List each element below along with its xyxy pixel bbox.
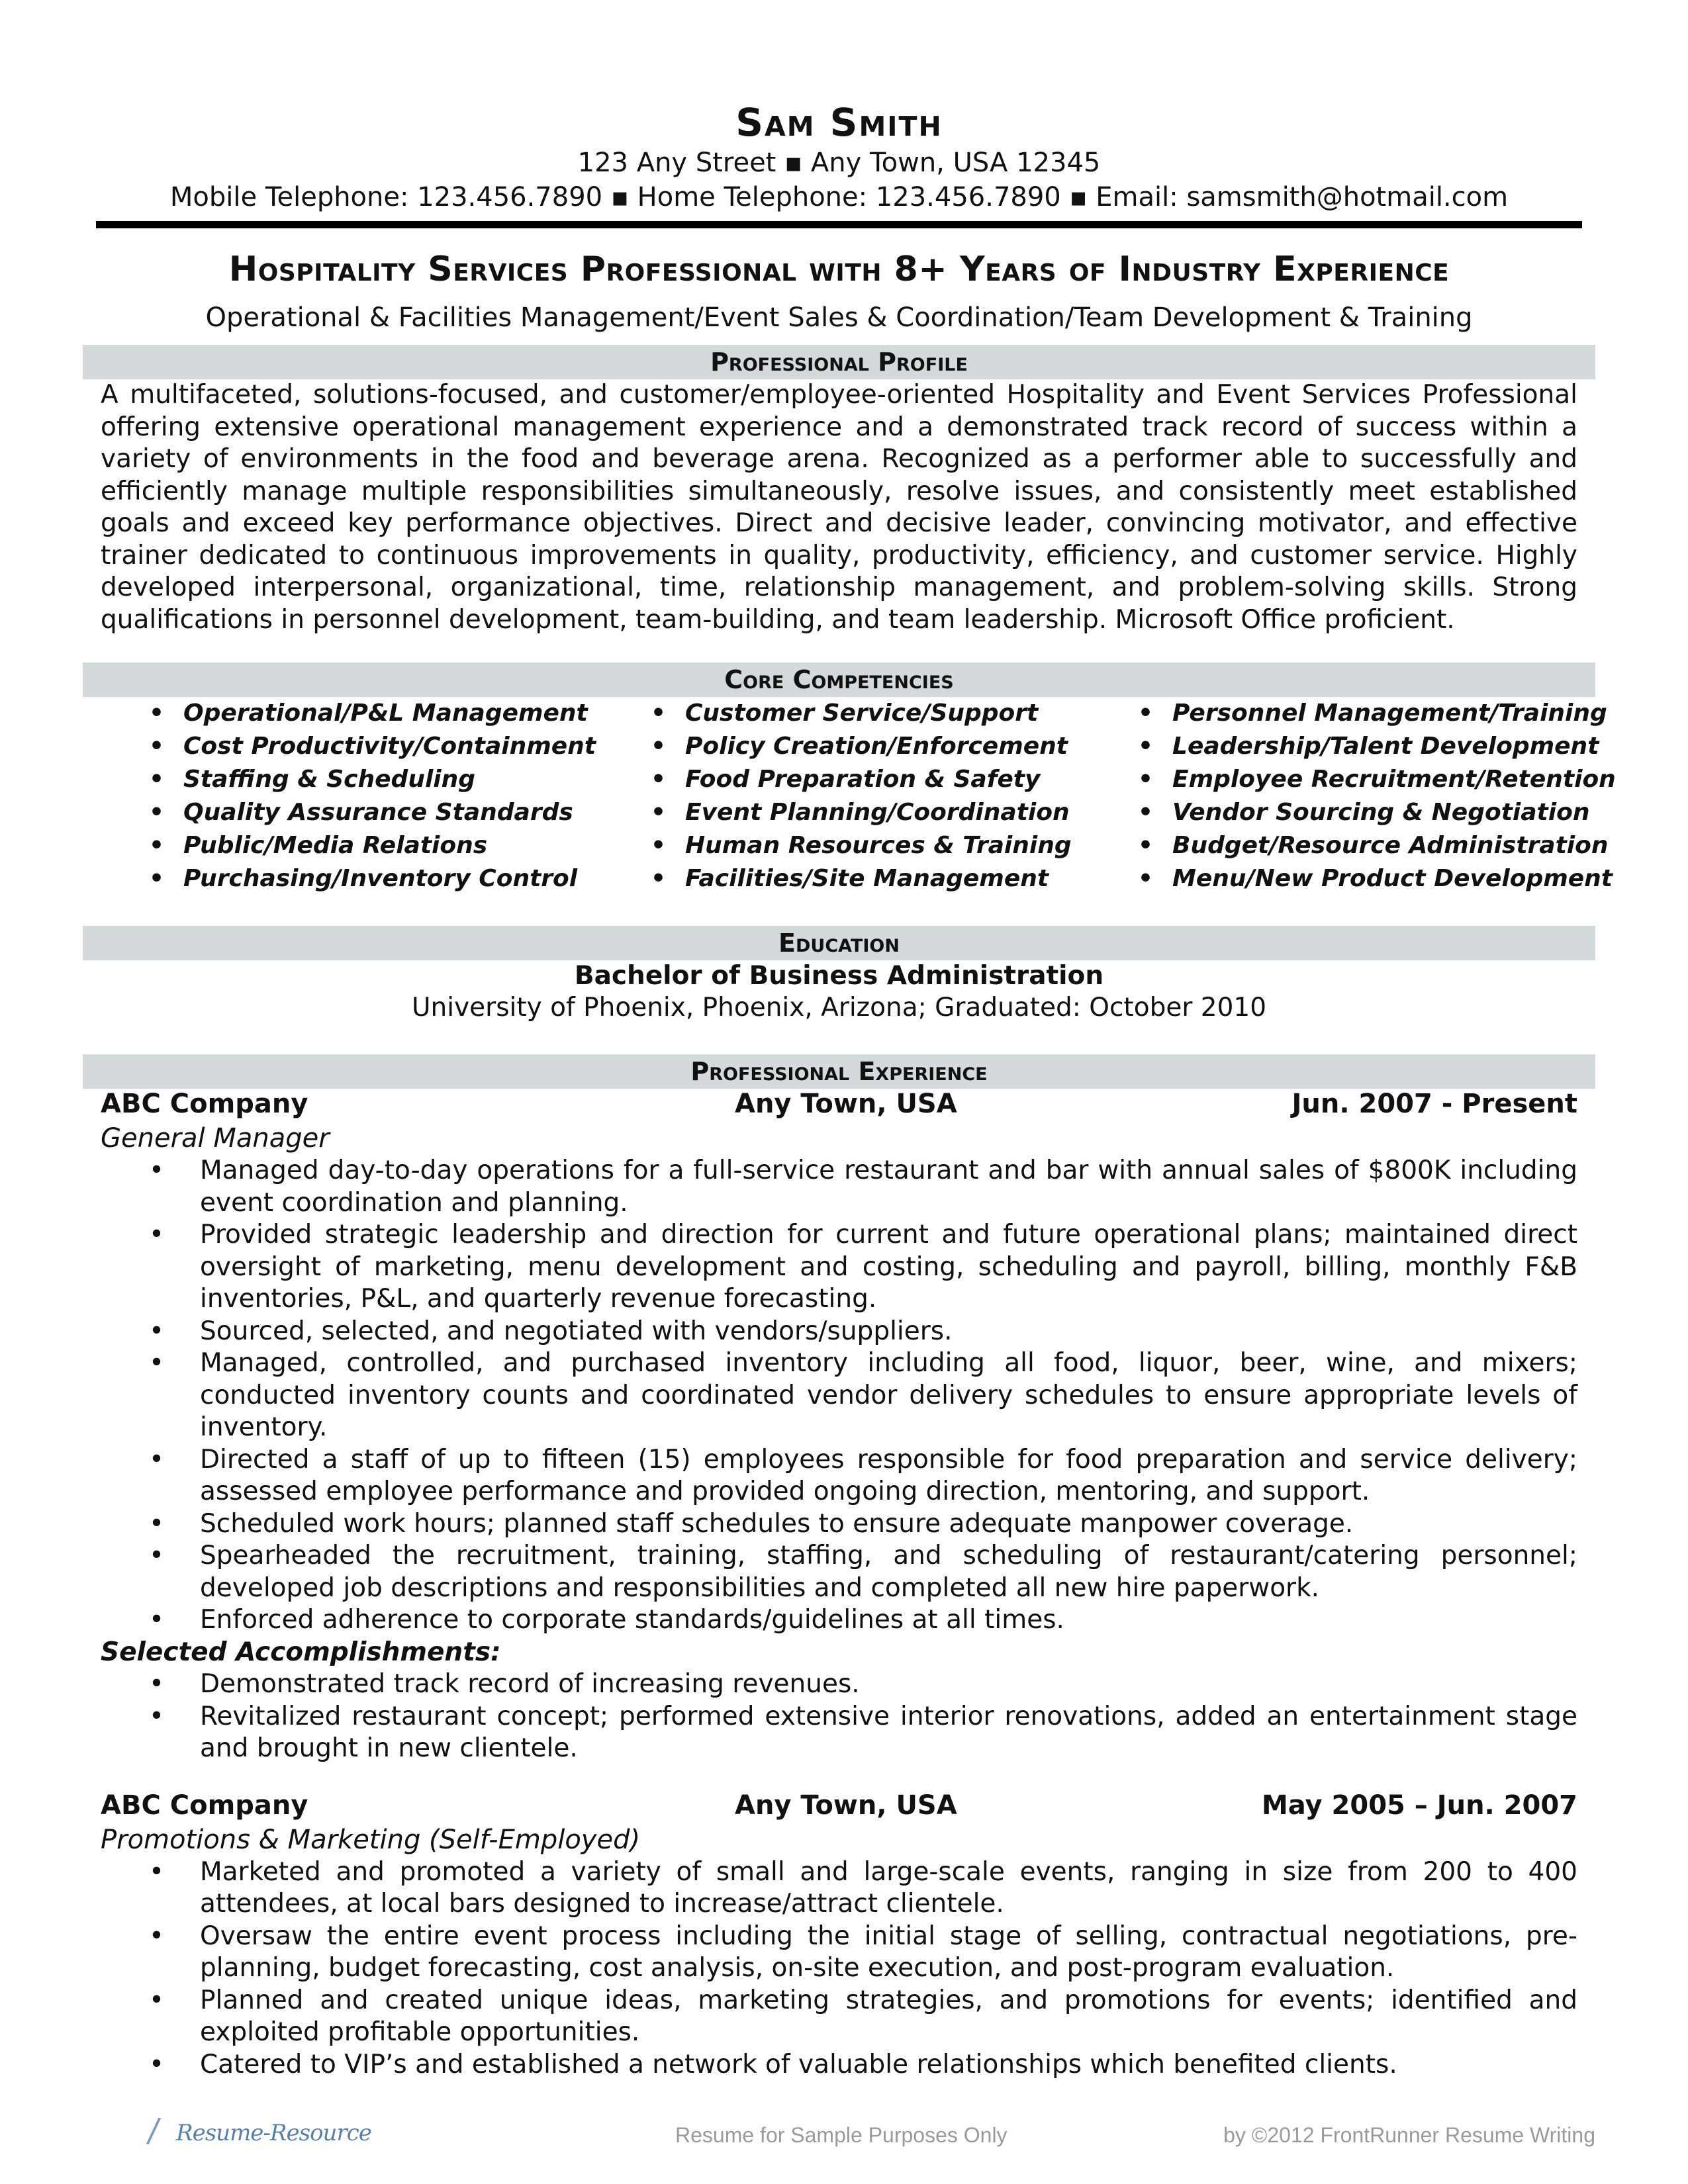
candidate-name: Sam Smith bbox=[735, 100, 943, 145]
competency-item: • Budget/Resource Administration bbox=[1138, 832, 1609, 859]
education-heading: Education bbox=[83, 926, 1595, 960]
competency-item: • Personnel Management/Training bbox=[1138, 700, 1607, 727]
competency-item: • Menu/New Product Development bbox=[1138, 865, 1613, 892]
list-item: • Managed day-to-day operations for a full-service restaurant and bar with annual sales of $800K including event coordination and planning. bbox=[149, 1156, 1577, 1218]
job-header bbox=[83, 1089, 1595, 1122]
contact-line: Mobile Telephone: 123.456.7890 ▪ Home Telephone: 123.456.7890 ▪ Email: samsmith@hotmail.com bbox=[169, 182, 1509, 212]
competency-item: • Purchasing/Inventory Control bbox=[149, 865, 578, 892]
list-item: • Sourced, selected, and negotiated with vendors/suppliers. bbox=[149, 1316, 953, 1346]
profile-heading: Professional Profile bbox=[83, 345, 1595, 379]
list-item: • Catered to VIP’s and established a network of valuable relationships which benefited clients. bbox=[149, 2049, 1397, 2079]
job-title: General Manager bbox=[101, 1123, 330, 1154]
list-item: • Provided strategic leadership and direction for current and future operational plans; maintained direct oversight of marketing, menu development and costing, scheduling and payroll, billing, monthly F&B inventories, P&L, and quarterly revenue forecasting. bbox=[149, 1220, 1577, 1314]
list-item: • Marketed and promoted a variety of small and large-scale events, ranging in size from 200 to 400 attendees, at local bars designed to increase/attract clientele. bbox=[149, 1856, 1577, 1919]
competency-item: • Operational/P&L Management bbox=[149, 700, 588, 727]
competency-item: • Staffing & Scheduling bbox=[149, 766, 476, 793]
experience-heading: Professional Experience bbox=[83, 1054, 1595, 1089]
profile-text: A multifaceted, solutions-focused, and customer/employee-oriented Hospitality and Event Services Professional offering extensive operational management experience and a demonstrated track record of success within a variety of environments in the food and beverage arena. Recognized as a performer able to successfully and efficiently manage multiple responsibilities simultaneously, resolve issues, and consistently meet established goals and exceed key performance objectives. Direct and decisive leader, convincing motivator, and effective trainer dedicated to continuous improvements in quality, productivity, efficiency, and customer service. Highly developed interpersonal, organizational, time, relationship management, and problem-solving skills. Strong qualifications in personnel development, team-building, and team leadership. Microsoft Office proficient. bbox=[101, 380, 1577, 635]
accomplishments-label: Selected Accomplishments: bbox=[101, 1637, 501, 1667]
headline-title: Hospitality Services Professional with 8+ Years of Industry Experience bbox=[228, 250, 1450, 289]
footer-disclaimer: Resume for Sample Purposes Only bbox=[675, 2123, 1008, 2147]
job-company: ABC Company bbox=[101, 1790, 308, 1821]
competency-item: • Facilities/Site Management bbox=[651, 865, 1049, 892]
list-item: • Revitalized restaurant concept; performed extensive interior renovations, added an entertainment stage and brought in new clientele. bbox=[149, 1701, 1577, 1763]
competency-item: • Event Planning/Coordination bbox=[651, 799, 1070, 826]
list-item: • Managed, controlled, and purchased inventory including all food, liquor, beer, wine, and mixers; conducted inventory counts and coordinated vendor delivery schedules to ensure appropriate levels of inventory. bbox=[149, 1348, 1577, 1442]
list-item: • Planned and created unique ideas, marketing strategies, and promotions for events; identified and exploited profitable opportunities. bbox=[149, 1985, 1577, 2047]
address-line: 123 Any Street ▪ Any Town, USA 12345 bbox=[577, 148, 1101, 178]
job-title: Promotions & Marketing (Self-Employed) bbox=[101, 1824, 641, 1855]
headline-subtitle: Operational & Facilities Management/Event Sales & Coordination/Team Development & Training bbox=[205, 302, 1473, 333]
list-item: • Directed a staff of up to fifteen (15) employees responsible for food preparation and service delivery; assessed employee performance and provided ongoing direction, mentoring, and support. bbox=[149, 1444, 1577, 1506]
job-duties-list bbox=[83, 1155, 1595, 1637]
accomplishments-list bbox=[83, 1668, 1595, 1765]
education-degree: Bachelor of Business Administration bbox=[574, 961, 1104, 991]
job-header bbox=[83, 1790, 1595, 1823]
competencies-column-2 bbox=[585, 697, 1072, 895]
competency-item: • Public/Media Relations bbox=[149, 832, 488, 859]
competency-item: • Cost Productivity/Containment bbox=[149, 733, 596, 760]
competency-item: • Leadership/Talent Development bbox=[1138, 733, 1599, 760]
competency-item: • Employee Recruitment/Retention bbox=[1138, 766, 1616, 793]
resume-page bbox=[83, 99, 1616, 2081]
job-location: Any Town, USA bbox=[735, 1089, 957, 1119]
resume-resource-logo: Resume-Resource bbox=[152, 2118, 371, 2146]
competencies-column-3 bbox=[1072, 697, 1616, 895]
competency-item: • Vendor Sourcing & Negotiation bbox=[1138, 799, 1590, 826]
job-duties-list bbox=[83, 1856, 1595, 2081]
footer-copyright: by ©2012 FrontRunner Resume Writing bbox=[1223, 2123, 1595, 2147]
competencies-heading: Core Competencies bbox=[83, 662, 1595, 697]
job-dates: May 2005 – Jun. 2007 bbox=[1261, 1790, 1577, 1821]
list-item: • Spearheaded the recruitment, training, staffing, and scheduling of restaurant/catering personnel; developed job descriptions and responsibilities and completed all new hire paperwork. bbox=[149, 1541, 1577, 1603]
job-dates: Jun. 2007 - Present bbox=[1291, 1089, 1577, 1119]
competencies-grid bbox=[83, 697, 1616, 903]
competencies-column-1 bbox=[83, 697, 596, 895]
list-item: • Enforced adherence to corporate standards/guidelines at all times. bbox=[149, 1605, 1064, 1635]
list-item: • Oversaw the entire event process including the initial stage of selling, contractual negotiations, pre-planning, budget forecasting, cost analysis, on-site execution, and post-program evaluation. bbox=[149, 1921, 1577, 1983]
page-footer bbox=[0, 2118, 1688, 2158]
competency-item: • Customer Service/Support bbox=[651, 700, 1039, 727]
list-item: • Scheduled work hours; planned staff schedules to ensure adequate manpower coverage. bbox=[149, 1508, 1354, 1539]
education-school: University of Phoenix, Phoenix, Arizona; Graduated: October 2010 bbox=[411, 993, 1267, 1023]
header-divider bbox=[96, 221, 1582, 228]
competency-item: • Policy Creation/Enforcement bbox=[651, 733, 1068, 760]
job-company: ABC Company bbox=[101, 1089, 308, 1119]
job-location: Any Town, USA bbox=[735, 1790, 957, 1821]
logo-swoosh-icon bbox=[146, 2118, 179, 2144]
competency-item: • Food Preparation & Safety bbox=[651, 766, 1041, 793]
list-item: • Demonstrated track record of increasing revenues. bbox=[149, 1669, 860, 1699]
competency-item: • Quality Assurance Standards bbox=[149, 799, 573, 826]
competency-item: • Human Resources & Training bbox=[651, 832, 1072, 859]
